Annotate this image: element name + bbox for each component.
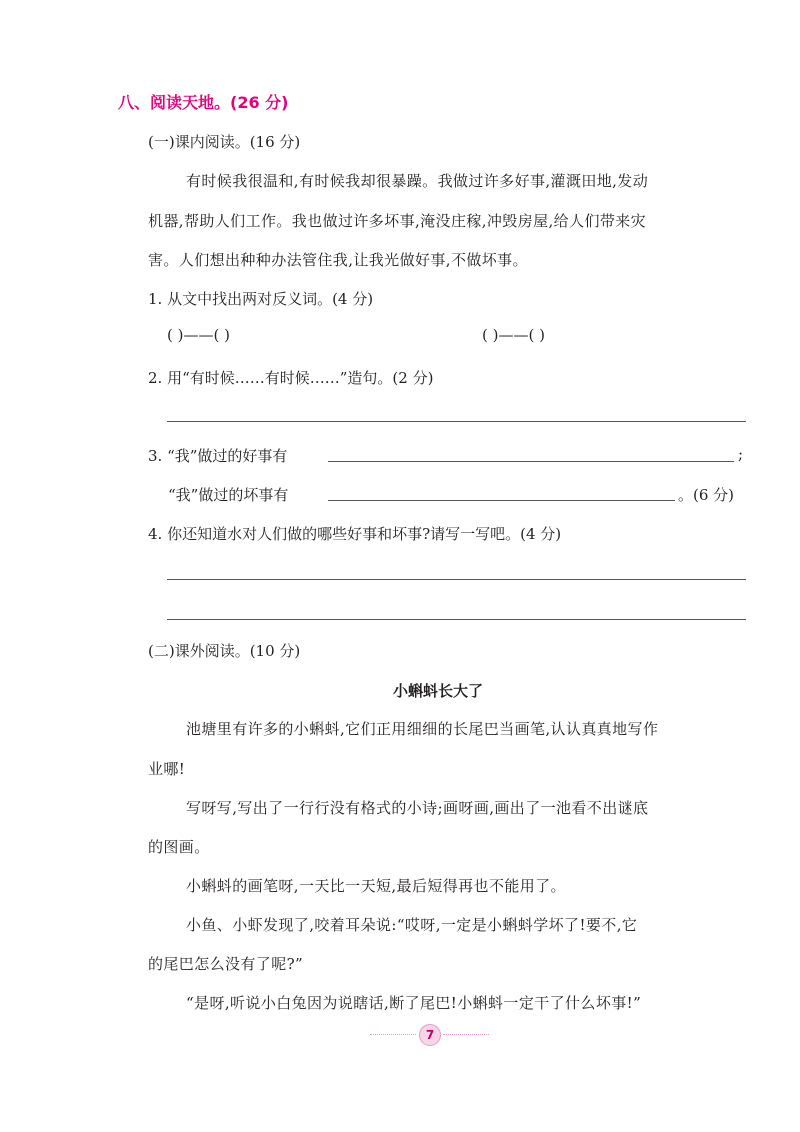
answer-blank-pair-1[interactable]: ( )——( ) — [167, 326, 230, 344]
passage-line: 机器,帮助人们工作。我也做过许多坏事,淹没庄稼,冲毁房屋,给人们带来灾 — [148, 212, 647, 230]
story-line: “是呀,听说小白兔因为说瞎话,断了尾巴!小蝌蚪一定干了什么坏事!” — [186, 994, 642, 1012]
passage-line: 害。人们想出种种办法管住我,让我光做好事,不做坏事。 — [148, 251, 528, 269]
part1-title: (一)课内阅读。(16 分) — [148, 133, 301, 151]
story-line: 业哪! — [148, 760, 186, 778]
story-line: 池塘里有许多的小蝌蚪,它们正用细细的长尾巴当画笔,认认真真地写作 — [186, 720, 659, 738]
page-number: 7 — [419, 1024, 441, 1046]
question-3-bad: “我”做过的坏事有 — [168, 486, 289, 504]
part2-title: (二)课外阅读。(10 分) — [148, 642, 301, 660]
answer-line[interactable] — [328, 461, 734, 462]
question-3-score: 。(6 分) — [678, 486, 735, 504]
section-title: 八、阅读天地。(26 分) — [118, 93, 289, 112]
story-line: 小蝌蚪的画笔呀,一天比一天短,最后短得再也不能用了。 — [186, 877, 566, 895]
passage-line: 有时候我很温和,有时候我却很暴躁。我做过许多好事,灌溉田地,发动 — [186, 172, 649, 190]
question-3-semicolon: ; — [738, 445, 744, 463]
story-line: 的尾巴怎么没有了呢?” — [148, 955, 304, 973]
answer-blank-pair-2[interactable]: ( )——( ) — [482, 326, 545, 344]
question-3-good: 3. “我”做过的好事有 — [148, 447, 288, 465]
answer-line[interactable] — [328, 500, 675, 501]
footer-divider-right — [443, 1034, 489, 1035]
story-line: 的图画。 — [148, 838, 210, 856]
answer-line[interactable] — [167, 421, 746, 422]
question-2: 2. 用“有时候……有时候……”造句。(2 分) — [148, 369, 434, 387]
story-line: 小鱼、小虾发现了,咬着耳朵说:“哎呀,一定是小蝌蚪学坏了!要不,它 — [186, 916, 638, 934]
story-title: 小蝌蚪长大了 — [393, 682, 484, 700]
answer-line[interactable] — [167, 619, 746, 620]
answer-line[interactable] — [167, 579, 746, 580]
question-4: 4. 你还知道水对人们做的哪些好事和坏事?请写一写吧。(4 分) — [148, 525, 562, 543]
question-1: 1. 从文中找出两对反义词。(4 分) — [148, 290, 374, 308]
story-line: 写呀写,写出了一行行没有格式的小诗;画呀画,画出了一池看不出谜底 — [186, 799, 649, 817]
footer-divider-left — [370, 1034, 416, 1035]
